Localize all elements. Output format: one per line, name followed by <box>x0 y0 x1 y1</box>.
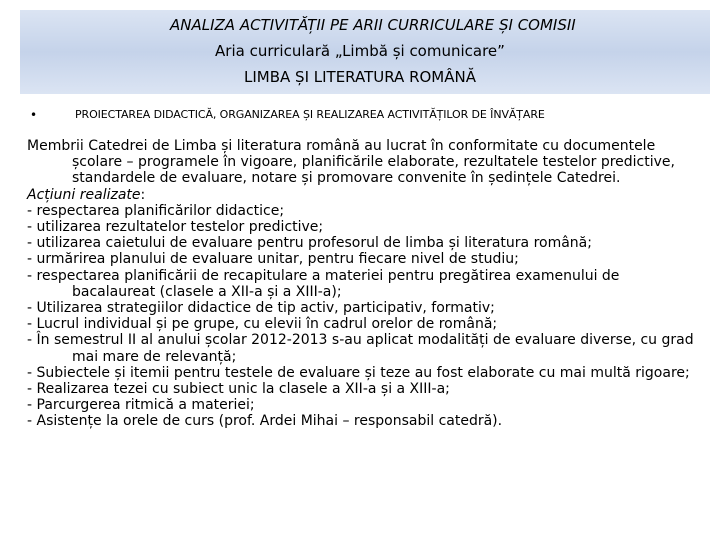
list-item: - respectarea planificărilor didactice; <box>27 202 285 219</box>
title-line-1: ANALIZA ACTIVITĂȚII PE ARII CURRICULARE ȘI COMISII <box>170 16 576 34</box>
list-item: - utilizarea caietului de evaluare pentru profesorul de limba și literatura română; <box>27 235 592 252</box>
actions-heading <box>27 187 697 203</box>
actions-colon: : <box>140 186 146 203</box>
intro-paragraph: Membrii Catedrei de Limba și literatura română au lucrat în conformitate cu documentele școlare – programele în vigoare, planificările elaborate, rezultatele testelor predictive, standardele de evaluare, notare și promovare convenite în ședințele Catedrei. <box>27 138 675 187</box>
document-body <box>27 138 697 430</box>
title-line-3: LIMBA ȘI LITERATURA ROMÂNĂ <box>244 68 476 86</box>
list-item: - respectarea planificării de recapitulare a materiei pentru pregătirea examenului de bacalaureat (clasele a XII-a și a XIII-a); <box>27 267 620 300</box>
list-item: - În semestrul II al anului școlar 2012-2013 s-au aplicat modalități de evaluare diverse, cu grad mai mare de relevanță; <box>27 332 694 365</box>
title-line-2: Aria curriculară „Limbă și comunicare” <box>215 42 505 60</box>
actions-label: Acțiuni realizate <box>27 186 141 203</box>
section-heading: PROIECTAREA DIDACTICĂ, ORGANIZAREA ȘI REALIZAREA ACTIVITĂȚILOR DE ÎNVĂȚARE <box>75 108 545 121</box>
list-item: - Subiectele și itemii pentru testele de evaluare și teze au fost elaborate cu mai multă rigoare; <box>27 364 690 381</box>
bullet-icon: • <box>30 108 38 122</box>
list-item: - Realizarea tezei cu subiect unic la clasele a XII-a și a XIII-a; <box>27 381 450 398</box>
list-item: - urmărirea planului de evaluare unitar, pentru fiecare nivel de studiu; <box>27 251 519 268</box>
list-item: - Lucrul individual și pe grupe, cu elevii în cadrul orelor de română; <box>27 316 498 333</box>
list-item: - utilizarea rezultatelor testelor predictive; <box>27 219 324 236</box>
list-item: - Utilizarea strategiilor didactice de tip activ, participativ, formativ; <box>27 300 495 317</box>
list-item: - Parcurgerea ritmică a materiei; <box>27 397 255 414</box>
list-item: - Asistențe la orele de curs (prof. Ardei Mihai – responsabil catedră). <box>27 413 503 430</box>
